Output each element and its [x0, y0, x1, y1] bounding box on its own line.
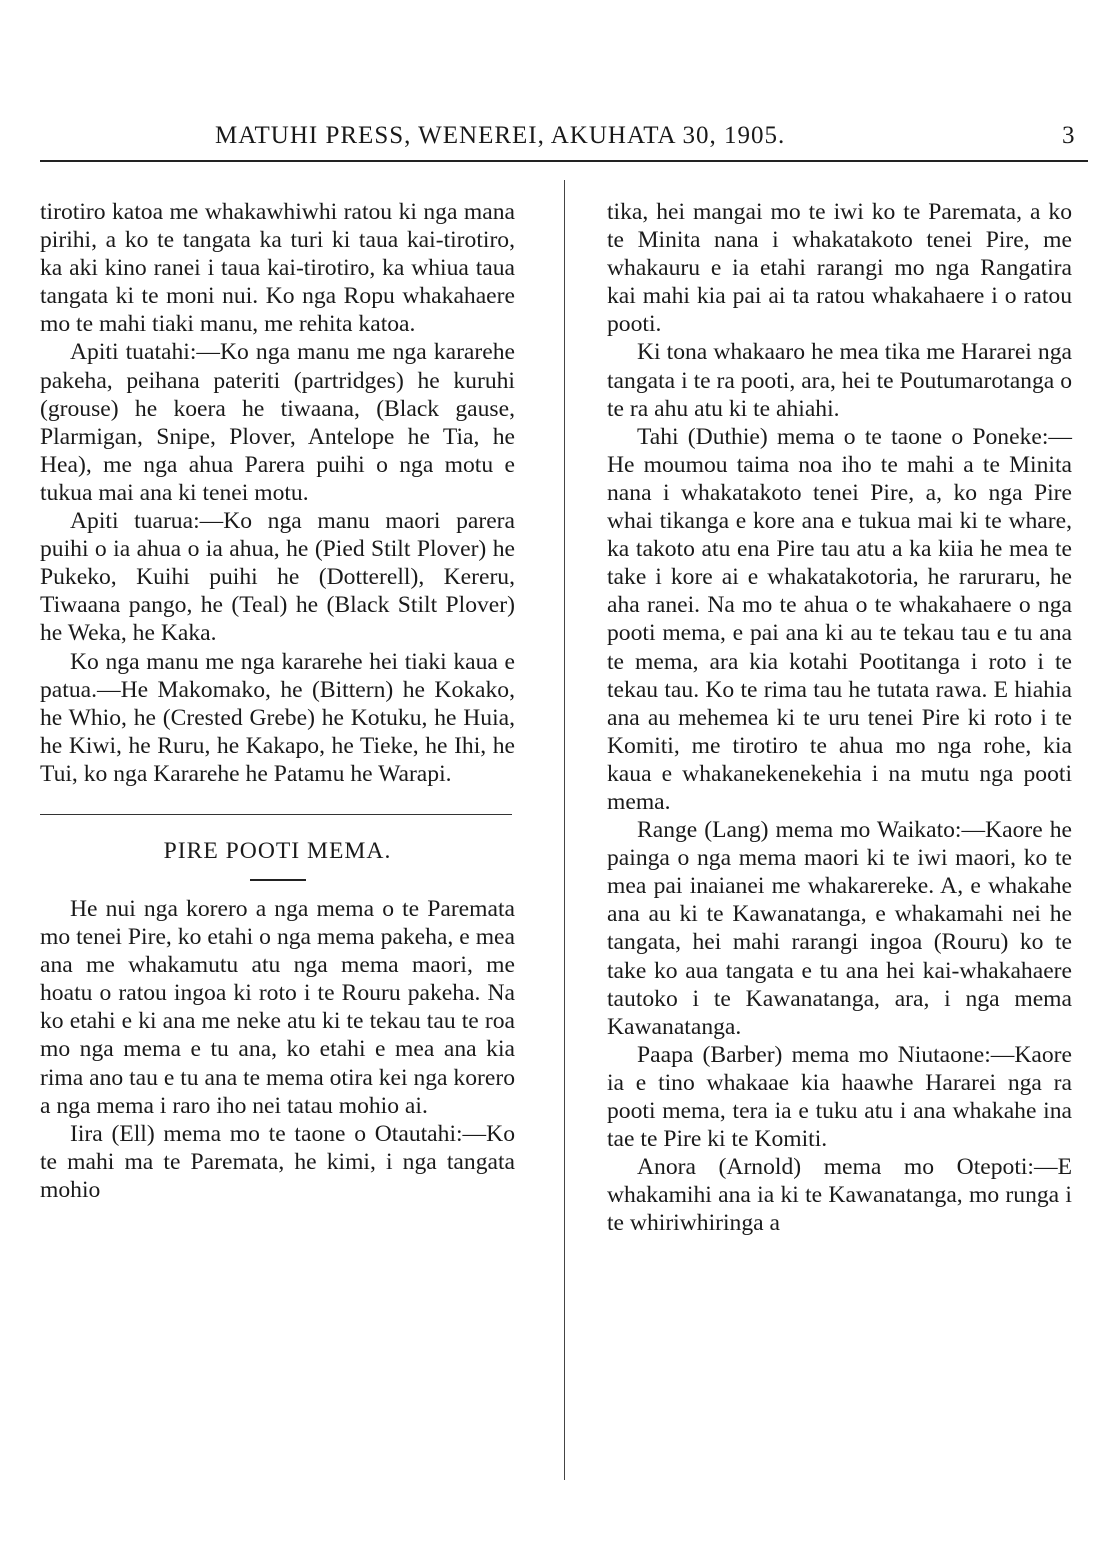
paragraph: Ko nga manu me nga kararehe hei tiaki kaua e patua.—He Makomako, he (Bittern) he Kokako, he Whio, he (Crested Grebe) he Kotuku, he Huia, he Kiwi, he Ruru, he Kakapo, he Tieke, he Ihi, he Tui, ko nga Kararehe he Patamu he Warapi.: [40, 648, 515, 787]
paragraph: Paapa (Barber) mema mo Niutaone:—Kaore ia e tino whakaae kia haawhe Hararei nga ra pooti mema, tera ia e tuku atu i ana whakahe ina tae te Pire ki te Komiti.: [607, 1041, 1072, 1153]
paragraph: Iira (Ell) mema mo te taone o Otautahi:—Ko te mahi ma te Paremata, he kimi, i nga tangata mohio: [40, 1120, 515, 1203]
paragraph: Apiti tuarua:—Ko nga manu maori parera puihi o ia ahua o ia ahua, he (Pied Stilt Plover) he Pukeko, Kuihi puihi he (Dotterell), Kereru, Tiwaana pango, he (Teal) he (Black Stilt Plover) he Weka, he Kaka.: [40, 508, 515, 647]
paragraph: Anora (Arnold) mema mo Otepoti:—E whakamihi ana ia ki te Kawanatanga, mo runga i te whiriwhiringa a: [607, 1154, 1072, 1237]
paragraph: Ki tona whakaaro he mea tika me Hararei nga tangata i te ra pooti, ara, hei te Poutumarotanga o te ra ahu atu ki te ahiahi.: [607, 339, 1072, 422]
heading-underline: [250, 879, 306, 881]
paragraph: He nui nga korero a nga mema o te Paremata mo tenei Pire, ko etahi o nga mema pakeha, e mea ana me whakamutu atu nga mema maori, me hoatu o ratou ingoa ki roto i te Rouru pakeha. Na ko etahi e ki ana me neke atu ki te tekau tau te roa mo nga mema e tu ana, ko etahi e mea ana kia rima ano tau e tu ana te mema otira kei nga korero a nga mema i raro iho nei tatau mohio ai.: [40, 895, 515, 1119]
page-number: 3: [1062, 122, 1075, 149]
section-divider: [40, 814, 512, 815]
masthead-title: MATUHI PRESS, WENEREI, AKUHATA 30, 1905.: [215, 122, 786, 149]
left-column: [40, 198, 515, 1204]
paragraph: Apiti tuatahi:—Ko nga manu me nga kararehe pakeha, peihana pateriti (partridges) he kuruhi (grouse) he koera he tiwaana, (Black gause, Plarmigan, Snipe, Plover, Antelope he Tia, he Hea), me nga ahua Parera puihi o nga motu e tukua mai ana ki tenei motu.: [40, 339, 515, 506]
right-column: [607, 198, 1072, 1237]
paragraph: Range (Lang) mema mo Waikato:—Kaore he painga o nga mema maori ki te iwi maori, ko te mea pai inaianei me whakarereke. A, e whakahe ana au ki te Kawanatanga, e whakamahi nei he tangata, hei mahi rarangi ingoa (Rouru) ko te take ko aua tangata e tu ana hei kai-whakahaere tautoko i te Kawanatanga, ara, i nga mema Kawanatanga.: [607, 817, 1072, 1040]
paragraph: tika, hei mangai mo te iwi ko te Paremata, a ko te Minita nana i whakatakoto tenei Pire, me whakauru e ia etahi rarangi mo nga Rangatira kai mahi kia pai ai ta ratou whakahaere i o ratou pooti.: [607, 199, 1072, 338]
section-heading: PIRE POOTI MEMA.: [163, 837, 392, 864]
column-divider: [564, 180, 565, 1480]
paragraph: Tahi (Duthie) mema o te taone o Poneke:—He moumou taima noa iho te mahi a te Minita nana i whakatakoto tenei Pire, a, ko nga Pire whai tikanga e kore ana e tukua mai ki te whare, ka takoto atu ena Pire tau atu a ka kiia he mea te take i kore ai e whakatakotoria, he raruraru, he aha ranei. Na mo te ahua o te whakahaere o nga pooti mema, e pai ana ki au te tekau tau e tu ana te mema, ara kia kotahi Pootitanga i roto i te tekau tau. Ko te rima tau he tutata rawa. E hiahia ana au mehemea ki te uru tenei Pire ki roto i te Komiti, me tirotiro te ahua mo nga rohe, kia kaua e whakanekenekehia i na mutu nga pooti mema.: [607, 423, 1072, 815]
paragraph: tirotiro katoa me whakawhiwhi ratou ki nga mana pirihi, a ko te tangata ka turi ki taua kai-tirotiro, ka aki kino ranei i taua kai-tirotiro, ka whiua taua tangata ki te moni nui. Ko nga Ropu whakahaere mo te mahi tiaki manu, me rehita katoa.: [40, 199, 515, 338]
header-divider: [40, 160, 1088, 162]
